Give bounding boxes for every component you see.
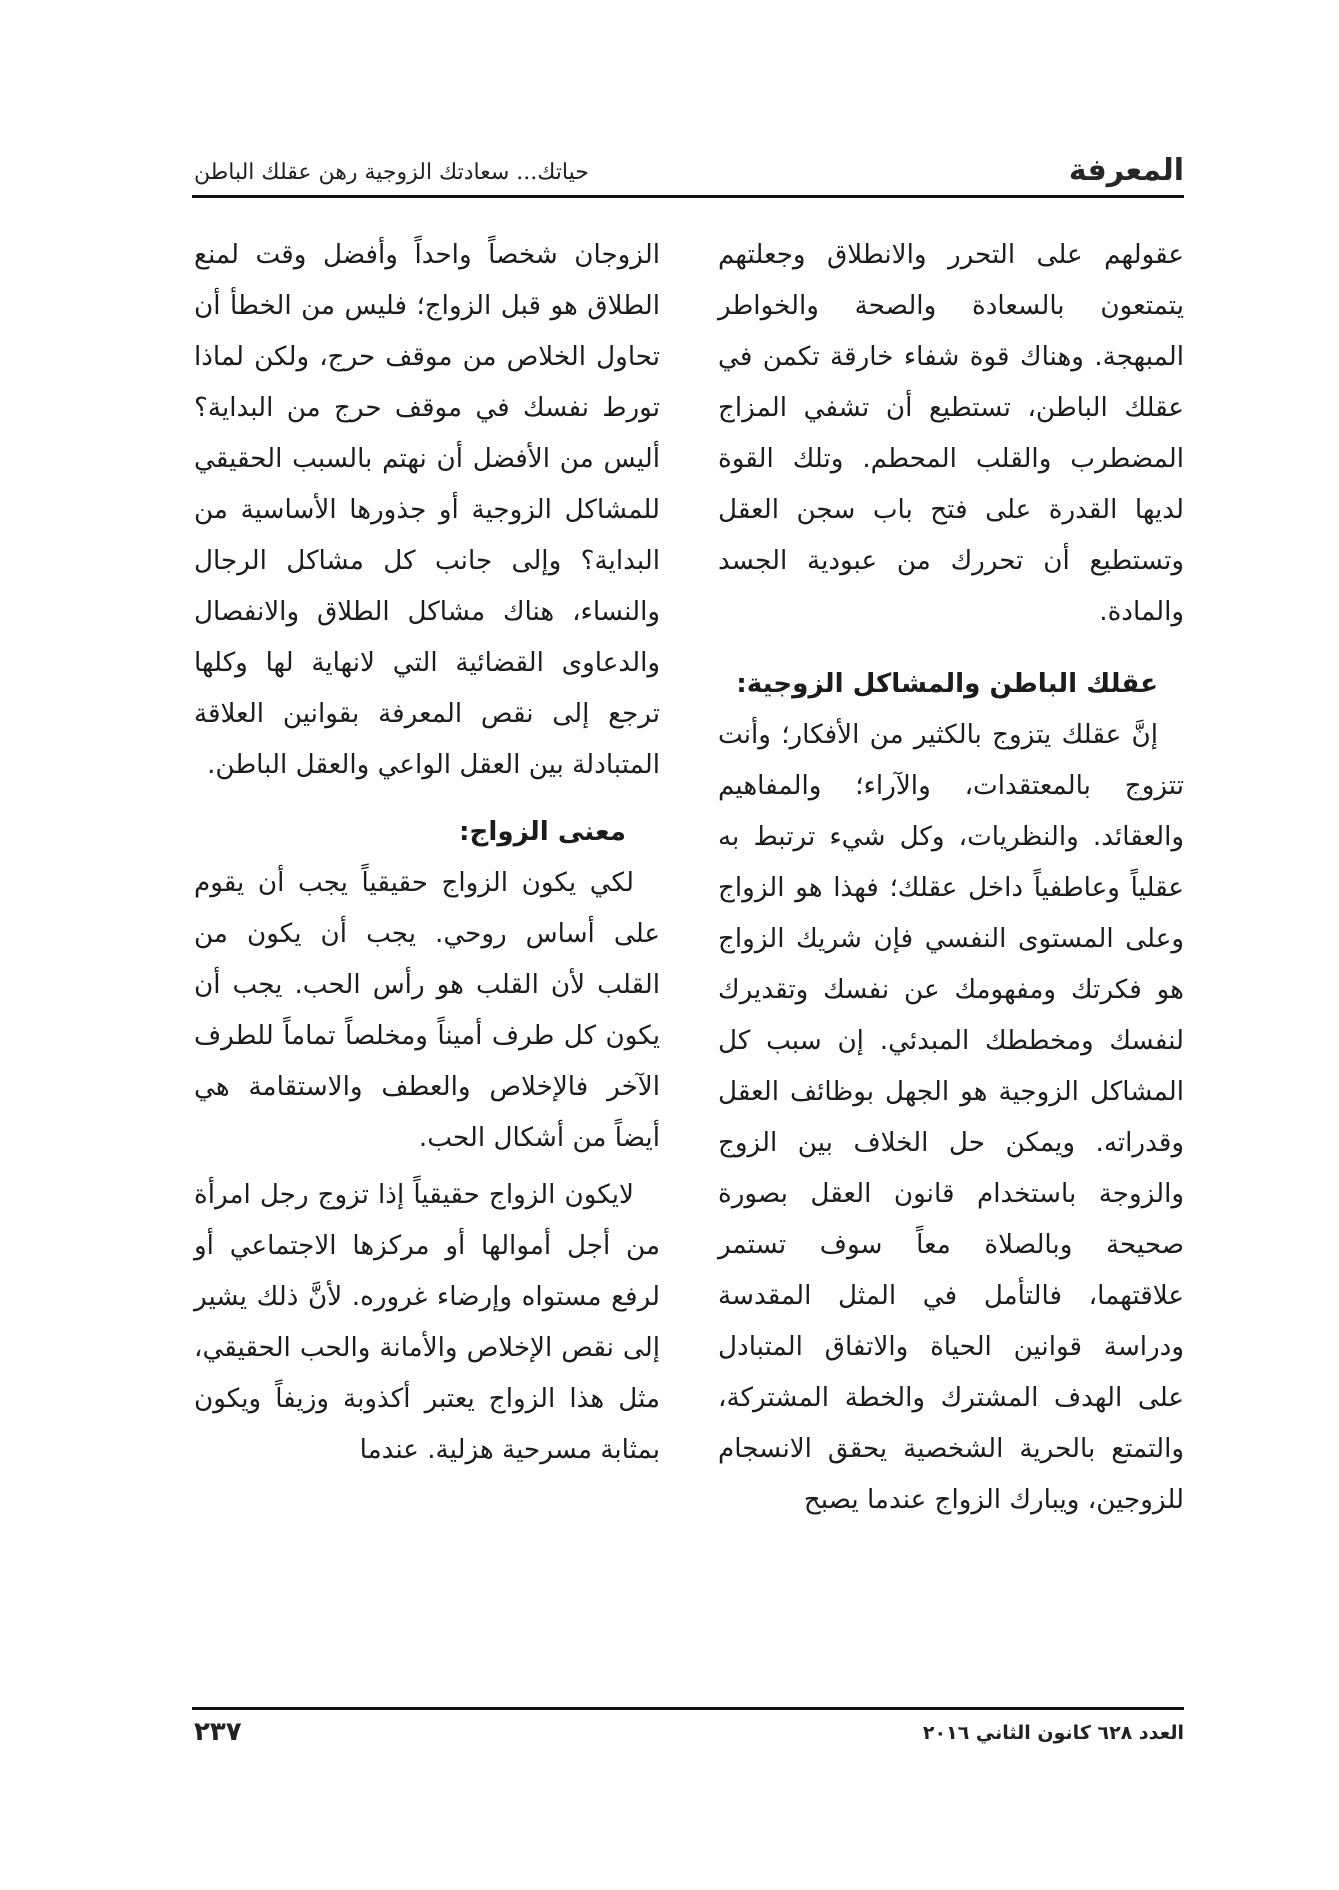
header-divider	[192, 195, 1184, 198]
page-header	[194, 140, 1184, 200]
text-column-left	[194, 230, 660, 1476]
running-article-title: حياتك... سعادتك الزوجية رهن عقلك الباطن	[194, 160, 589, 185]
magazine-brand-logo: المعرفة	[1068, 153, 1184, 188]
issue-info: العدد ٦٢٨ كانون الثاني ٢٠١٦	[922, 1722, 1184, 1744]
paragraph: عقولهم على التحرر والانطلاق وجعلتهم يتمتعون بالسعادة والصحة والخواطر المبهجة. وهناك قوة شفاء خارقة تكمن في عقلك الباطن، تستطيع أن تشفي المزاج المضطرب والقلب المحطم. وتلك القوة لديها القدرة على فتح باب سجن العقل وتستطيع أن تحررك من عبودية الجسد والمادة.	[718, 240, 1184, 627]
section-heading: معنى الزواج:	[459, 817, 626, 847]
page-number: ٢٣٧	[194, 1717, 242, 1747]
paragraph: لايكون الزواج حقيقياً إذا تزوج رجل امرأة من أجل أموالها أو مركزها الاجتماعي أو لرفع مستواه وإرضاء غروره. لأنَّ ذلك يشير إلى نقص الإخلاص والأمانة والحب الحقيقي، مثل هذا الزواج يعتبر أكذوبة وزيفاً ويكون بمثابة مسرحية هزلية. عندما	[194, 1180, 660, 1465]
paragraph: إنَّ عقلك يتزوج بالكثير من الأفكار؛ وأنت تتزوج بالمعتقدات، والآراء؛ والمفاهيم والعقائد. والنظريات، وكل شيء ترتبط به عقلياً وعاطفياً داخل عقلك؛ فهذا هو الزواج وعلى المستوى النفسي فإن شريك الزواج هو فكرتك ومفهومك عن نفسك وتقديرك لنفسك ومخططك المبدئي. إن سبب كل المشاكل الزوجية هو الجهل بوظائف العقل وقدراته. ويمكن حل الخلاف بين الزوج والزوجة باستخدام قانون العقل بصورة صحيحة وبالصلاة معاً سوف تستمر علاقتهما، فالتأمل في المثل المقدسة ودراسة قوانين الحياة والاتفاق المتبادل على الهدف المشترك والخطة المشتركة، والتمتع بالحرية الشخصية يحقق الانسجام للزوجين، ويبارك الزواج عندما يصبح	[718, 720, 1184, 1515]
paragraph: لكي يكون الزواج حقيقياً يجب أن يقوم على أساس روحي. يجب أن يكون من القلب لأن القلب هو رأس الحب. يجب أن يكون كل طرف أميناً ومخلصاً تماماً للطرف الآخر فالإخلاص والعطف والاستقامة هي أيضاً من أشكال الحب.	[194, 868, 660, 1153]
section-heading: عقلك الباطن والمشاكل الزوجية:	[736, 669, 1158, 699]
paragraph: الزوجان شخصاً واحداً وأفضل وقت لمنع الطلاق هو قبل الزواج؛ فليس من الخطأ أن تحاول الخلاص من موقف حرج، ولكن لماذا تورط نفسك في موقف حرج من البداية؟ أليس من الأفضل أن نهتم بالسبب الحقيقي للمشاكل الزوجية أو جذورها الأساسية من البداية؟ وإلى جانب كل مشاكل الرجال والنساء، هناك مشاكل الطلاق والانفصال والدعاوى القضائية التي لانهاية لها وكلها ترجع إلى نقص المعرفة بقوانين العلاقة المتبادلة بين العقل الواعي والعقل الباطن.	[194, 240, 660, 780]
text-column-right	[718, 230, 1184, 1526]
footer-divider	[192, 1707, 1184, 1710]
